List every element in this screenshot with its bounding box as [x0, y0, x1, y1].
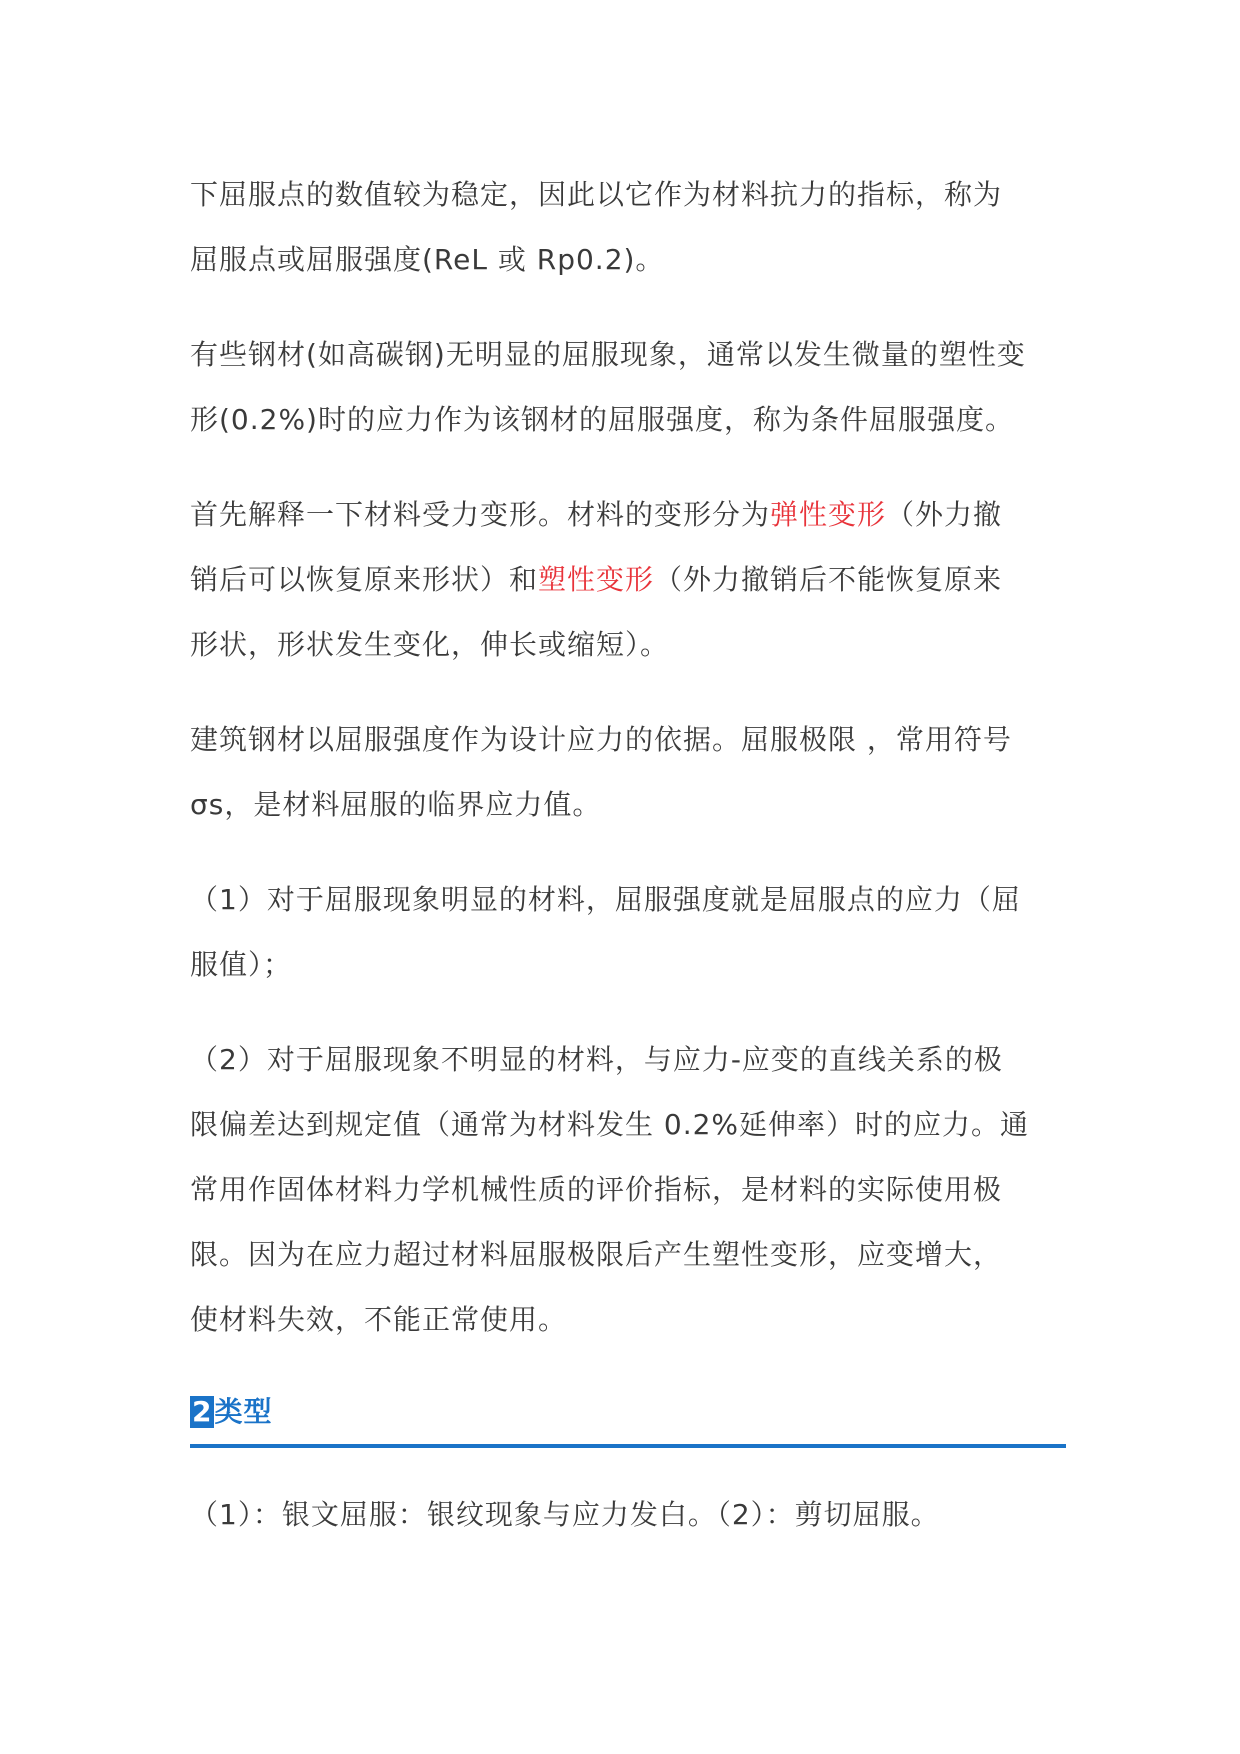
section-divider [190, 1444, 1066, 1448]
text-line [190, 162, 1070, 227]
paragraph-yield-types [190, 1482, 1070, 1547]
text-line [190, 707, 1070, 772]
text-line [190, 1027, 1070, 1092]
text-run: 限。因为在应力超过材料屈服极限后产生塑性变形，应变增大， [190, 1238, 1003, 1271]
text-line [190, 1092, 1070, 1157]
text-run: （外力撤销后不能恢复原来 [654, 563, 1003, 596]
text-line [190, 482, 1070, 547]
text-run: 形(0.2%)时的应力作为该钢材的屈服强度，称为条件屈服强度。 [190, 403, 1014, 436]
section-heading [190, 1392, 273, 1432]
paragraph-obvious-yield [190, 867, 1070, 997]
paragraph-deformation [190, 482, 1070, 677]
text-run: 服值）； [190, 948, 293, 981]
text-line [190, 772, 1070, 837]
text-run: 首先解释一下材料受力变形。材料的变形分为 [190, 498, 771, 531]
text-line [190, 1482, 1070, 1547]
text-run: 形状，形状发生变化，伸长或缩短）。 [190, 628, 670, 661]
paragraph-design-basis [190, 707, 1070, 837]
paragraph-non-obvious-yield [190, 1027, 1070, 1352]
text-run: 有些钢材(如高碳钢)无明显的屈服现象，通常以发生微量的塑性变 [190, 338, 1026, 371]
text-run: （1）对于屈服现象明显的材料，屈服强度就是屈服点的应力（屈 [190, 883, 1021, 916]
text-run: 销后可以恢复原来形状）和 [190, 563, 539, 596]
text-run: 建筑钢材以屈服强度作为设计应力的依据。屈服极限 ，常用符号 [190, 723, 1012, 756]
highlighted-term: 塑性变形 [538, 563, 655, 596]
text-line [190, 612, 1070, 677]
text-run: 屈服点或屈服强度(ReL 或 Rp0.2)。 [190, 243, 665, 276]
paragraph-conditional-yield [190, 322, 1070, 452]
text-line [190, 1222, 1070, 1287]
text-run: （外力撤 [886, 498, 1003, 531]
text-run: σs，是材料屈服的临界应力值。 [190, 788, 602, 821]
text-run: 使材料失效，不能正常使用。 [190, 1303, 568, 1336]
text-run: （1）：银文屈服：银纹现象与应力发白。（2）：剪切屈服。 [190, 1498, 940, 1531]
section-number-badge: 2 [192, 1395, 213, 1428]
text-line [190, 322, 1070, 387]
text-line [190, 227, 1070, 292]
paragraph-yield-point [190, 162, 1070, 292]
text-run: 常用作固体材料力学机械性质的评价指标，是材料的实际使用极 [190, 1173, 1003, 1206]
text-line [190, 1157, 1070, 1222]
text-line [190, 387, 1070, 452]
highlighted-term: 弹性变形 [770, 498, 887, 531]
section-title: 类型 [214, 1395, 273, 1428]
text-run: 限偏差达到规定值（通常为材料发生 0.2%延伸率）时的应力。通 [190, 1108, 1030, 1141]
text-line [190, 867, 1070, 932]
text-run: （2）对于屈服现象不明显的材料，与应力-应变的直线关系的极 [190, 1043, 1003, 1076]
text-line [190, 1287, 1070, 1352]
text-line [190, 547, 1070, 612]
text-run: 下屈服点的数值较为稳定，因此以它作为材料抗力的指标，称为 [190, 178, 1003, 211]
text-line [190, 932, 1070, 997]
